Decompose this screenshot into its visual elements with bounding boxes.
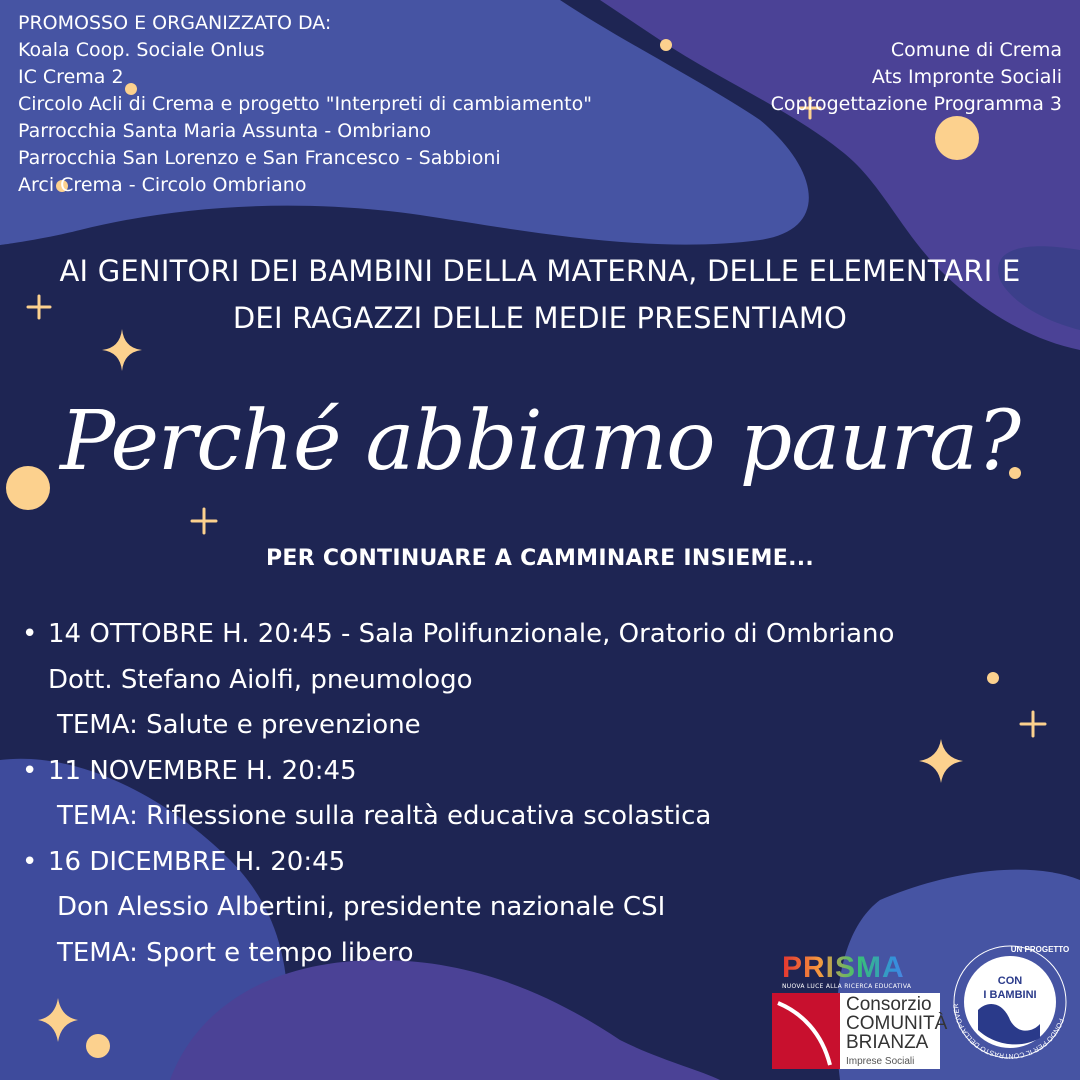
event-date [22,612,894,658]
event-theme: TEMA: Sport e tempo libero [57,937,414,968]
organizer-item: Parrocchia San Lorenzo e San Francesco - Sabbioni [18,147,501,169]
intro-text [0,248,1080,342]
con-i-bambini-ring-text: FONDO PER IL CONTRASTO DELLA POVER [952,1003,1065,1060]
event-date [22,749,894,795]
event-date-text: 14 OTTOBRE H. 20:45 - Sala Polifunzionale, Oratorio di Ombriano [48,619,895,649]
prisma-logo-text: PRISMA [782,953,932,983]
intro-line: DEI RAGAZZI DELLE MEDIE PRESENTIAMO [232,301,848,335]
prisma-tagline: NUOVA LUCE ALLA RICERCA EDUCATIVA [782,983,912,990]
event-date-text: 16 DICEMBRE H. 20:45 [48,846,346,877]
organizers-heading: PROMOSSO E ORGANIZZATO DA: [18,12,332,34]
event-theme: TEMA: Riflessione sulla realtà educativa scolastica [57,801,712,831]
con-i-bambini-line1: CON [997,975,1023,987]
intro-line: AI GENITORI DEI BAMBINI DELLA MATERNA, DELLE ELEMENTARI E [59,254,1021,288]
organizer-item: Ats Impronte Sociali [871,66,1062,88]
organizer-item: Coprogettazione Programma 3 [770,93,1062,115]
organizer-item: Arci Crema - Circolo Ombriano [18,174,307,196]
bullet: • [22,755,38,786]
event-date [22,840,894,886]
consorzio-line: COMUNITÀ [846,1013,948,1034]
event-speaker: Don Alessio Albertini, presidente nazionale CSI [57,892,666,922]
organizer-item: Comune di Crema [890,39,1062,61]
organizers-right [771,37,1062,118]
consorzio-comunita-brianza-logo [772,993,948,1069]
event-subtitle: PER CONTINUARE A CAMMINARE INSIEME... [265,546,815,571]
event-title: Perché abbiamo paura? [60,394,1020,489]
con-i-bambini-line2: I BAMBINI [983,989,1037,1001]
organizers-left [18,10,592,199]
event-speaker: Dott. Stefano Aiolfi, pneumologo [48,664,473,695]
organizer-item: IC Crema 2 [18,66,124,88]
consorzio-line: BRIANZA [846,1032,929,1053]
consorzio-swoosh-icon [772,993,840,1069]
prisma-logo [782,951,932,990]
consorzio-logo-mark [772,993,840,1069]
event-date-text: 11 NOVEMBRE H. 20:45 [48,755,357,786]
organizer-item: Parrocchia Santa Maria Assunta - Ombriano [18,120,432,142]
event-theme: TEMA: Salute e prevenzione [57,710,421,740]
organizer-item: Koala Coop. Sociale Onlus [18,39,265,61]
con-i-bambini-top: UN PROGETTO [1010,945,1070,954]
bullet: • [22,846,38,877]
consorzio-logo-text [846,995,947,1071]
consorzio-line: Imprese Sociali [846,1056,915,1067]
con-i-bambini-emblem-icon [948,940,1072,1064]
con-i-bambini-logo [948,940,1072,1064]
consorzio-line: Consorzio [846,994,932,1015]
bullet: • [22,619,38,649]
event-list [22,612,894,976]
organizer-item: Circolo Acli di Crema e progetto "Interpreti di cambiamento" [18,93,592,115]
